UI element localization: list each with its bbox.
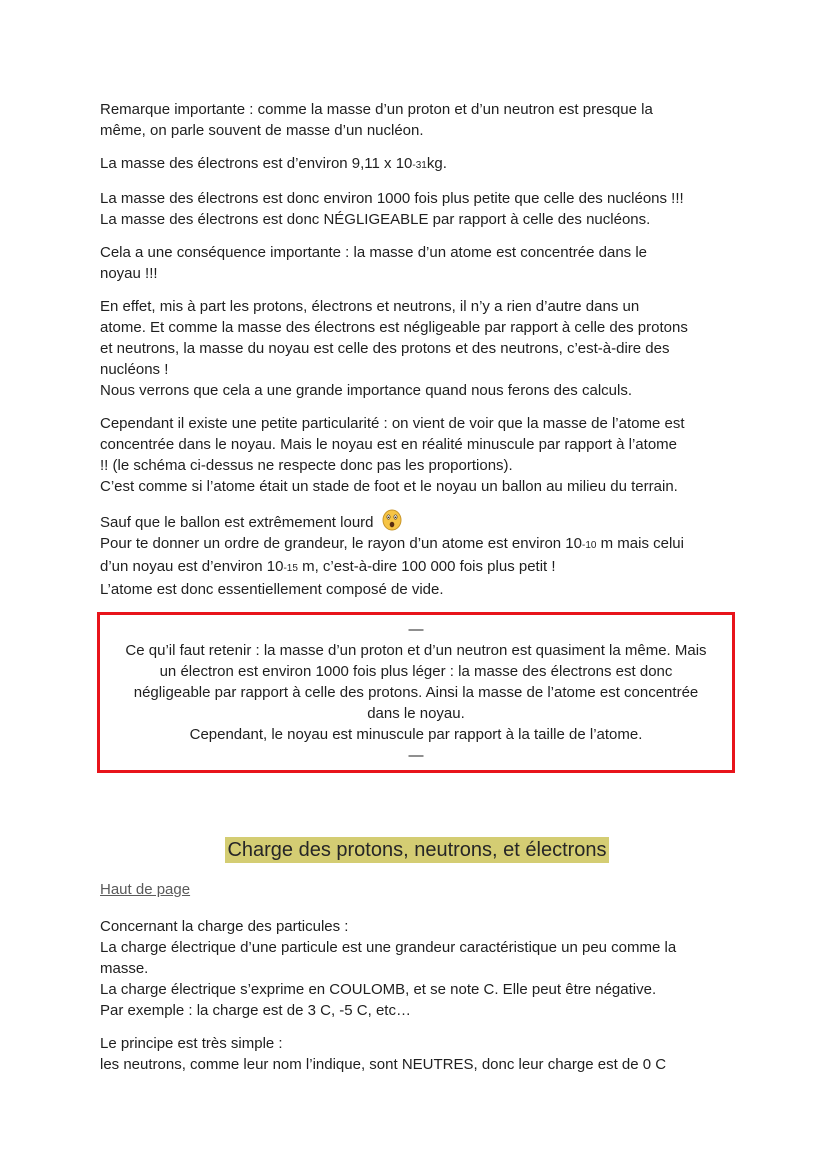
astonished-face-emoji-icon <box>382 509 402 531</box>
paragraph-negligible <box>100 188 740 230</box>
text-span: Pour te donner un ordre de grandeur, le rayon d’un atome est environ 10 <box>100 535 582 552</box>
text-line: concentrée dans le noyau. Mais le noyau est en réalité minuscule par rapport à l’atome <box>100 436 677 453</box>
exponent: -31 <box>412 160 427 171</box>
paragraph-principe <box>100 1033 740 1075</box>
text-span: La masse des électrons est d’environ 9,11 x 10 <box>100 155 413 172</box>
text-line: et neutrons, la masse du noyau est celle des protons et des neutrons, c’est-à-dire des <box>100 340 670 357</box>
back-to-top-link[interactable]: Haut de page <box>100 881 191 898</box>
text-line: Par exemple : la charge est de 3 C, -5 C, etc… <box>100 1002 411 1019</box>
text-line: un électron est environ 1000 fois plus léger : la masse des électrons est donc <box>159 663 673 680</box>
text-line: atome. Et comme la masse des électrons est négligeable par rapport à celle des protons <box>100 319 688 336</box>
text-line: L’atome est donc essentiellement composé de vide. <box>100 581 444 598</box>
text-line: En effet, mis à part les protons, électrons et neutrons, il n’y a rien d’autre dans un <box>100 298 640 315</box>
text-line: Nous verrons que cela a une grande importance quand nous ferons des calculs. <box>100 382 632 399</box>
text-span: kg. <box>426 155 447 172</box>
text-span: m, c’est-à-dire 100 000 fois plus petit ! <box>297 558 556 575</box>
text-line <box>100 533 740 556</box>
box-dash: — <box>408 621 424 638</box>
text-line <box>100 509 740 533</box>
text-line: Cependant, le noyau est minuscule par rapport à la taille de l’atome. <box>189 726 643 743</box>
paragraph-consequence <box>100 242 740 284</box>
section-heading: Charge des protons, neutrons, et électrons <box>227 839 607 861</box>
text-line: négligeable par rapport à celle des protons. Ainsi la masse de l’atome est concentrée <box>133 684 699 701</box>
paragraph-remarque <box>100 99 740 141</box>
text-span: d’un noyau est d’environ 10 <box>100 558 284 575</box>
text-line: même, on parle souvent de masse d’un nucléon. <box>100 122 424 139</box>
text-line: Cependant il existe une petite particularité : on vient de voir que la masse de l’atome est <box>100 415 685 432</box>
text-span: Sauf que le ballon est extrêmement lourd <box>100 514 374 531</box>
summary-box <box>97 612 735 773</box>
text-line: La masse des électrons est donc NÉGLIGEABLE par rapport à celle des nucléons. <box>100 211 651 228</box>
text-line: nucléons ! <box>100 361 169 378</box>
exponent: -15 <box>283 563 298 574</box>
text-line: La charge électrique s’exprime en COULOMB, et se note C. Elle peut être négative. <box>100 981 657 998</box>
exponent: -10 <box>582 540 597 551</box>
text-line <box>100 556 740 579</box>
text-line: C’est comme si l’atome était un stade de foot et le noyau un ballon au milieu du terrain. <box>100 478 678 495</box>
text-span: m mais celui <box>596 535 684 552</box>
text-line: Concernant la charge des particules : <box>100 918 349 935</box>
text-line: !! (le schéma ci-dessus ne respecte donc pas les proportions). <box>100 457 513 474</box>
text-line: Remarque importante : comme la masse d’un proton et d’un neutron est presque la <box>100 101 653 118</box>
paragraph-en-effet <box>100 296 740 401</box>
paragraph-particularite <box>100 413 740 497</box>
paragraph-charge <box>100 916 740 1021</box>
text-line: Le principe est très simple : <box>100 1035 283 1052</box>
text-line: dans le noyau. <box>367 705 465 722</box>
paragraph-electron-mass <box>100 153 740 176</box>
document-content <box>100 99 740 1087</box>
text-line: Ce qu’il faut retenir : la masse d’un proton et d’un neutron est quasiment la même. Mais <box>125 642 707 659</box>
section-heading-wrap <box>94 837 740 863</box>
text-line: La charge électrique d’une particule est une grandeur caractéristique un peu comme la <box>100 939 677 956</box>
text-line: La masse des électrons est donc environ 1000 fois plus petite que celle des nucléons !!! <box>100 190 684 207</box>
text-line: les neutrons, comme leur nom l’indique, sont NEUTRES, donc leur charge est de 0 C <box>100 1056 667 1073</box>
text-line: Cela a une conséquence importante : la masse d’un atome est concentrée dans le <box>100 244 648 261</box>
box-dash: — <box>408 747 424 764</box>
text-line: noyau !!! <box>100 265 158 282</box>
paragraph-ballon <box>100 509 740 600</box>
spacer <box>100 773 740 837</box>
text-line: masse. <box>100 960 149 977</box>
